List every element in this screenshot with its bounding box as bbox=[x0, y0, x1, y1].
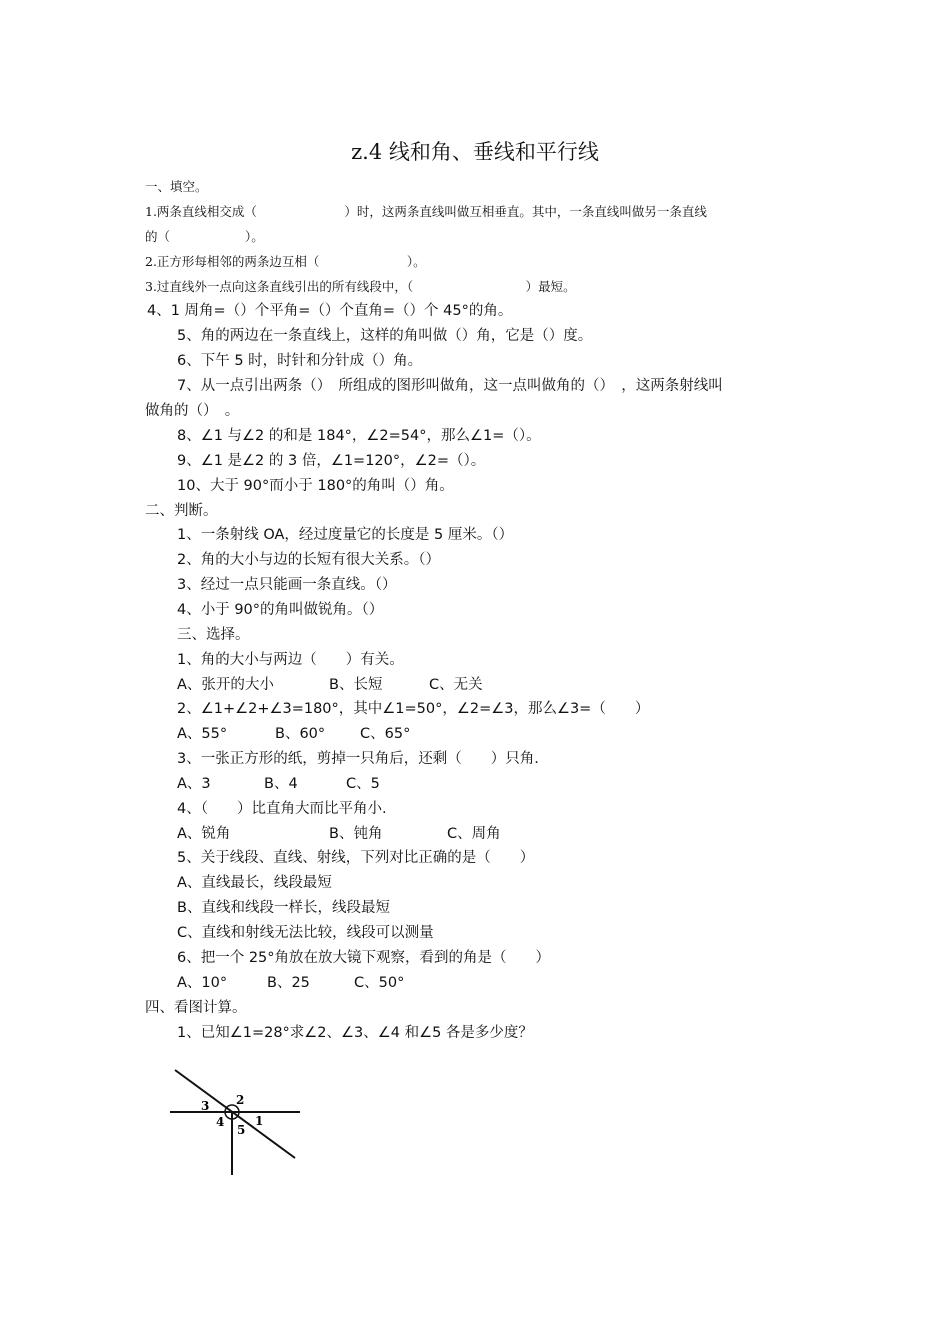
choice-question-2: 2、∠1+∠2+∠3=180°，其中∠1=50°，∠2=∠3，那么∠3=（ ） bbox=[177, 701, 650, 717]
option-b: B、钝角 bbox=[329, 826, 383, 842]
option-b: B、长短 bbox=[329, 677, 383, 693]
choice-option-5a: A、直线最长，线段最短 bbox=[177, 875, 332, 891]
choice-question-5: 5、关于线段、直线、射线，下列对比正确的是（ ） bbox=[177, 850, 535, 866]
option-c: C、65° bbox=[360, 726, 411, 742]
option-a: A、张开的大小 bbox=[177, 677, 274, 693]
choice-options-4 bbox=[177, 824, 577, 844]
section1-heading: 一、填空。 bbox=[145, 179, 208, 194]
judge-question-2: 2、角的大小与边的长短有很大关系。（） bbox=[177, 552, 440, 568]
fill-question-7b: 做角的（） 。 bbox=[145, 403, 240, 419]
judge-question-4: 4、小于 90°的角叫做锐角。（） bbox=[177, 602, 384, 618]
fill-question-10: 10、大于 90°而小于 180°的角叫（）角。 bbox=[177, 478, 454, 494]
section2-heading: 二、判断。 bbox=[145, 503, 218, 519]
choice-question-1: 1、角的大小与两边（ ）有关。 bbox=[177, 652, 404, 668]
angle-arc-left bbox=[225, 1112, 232, 1119]
choice-options-3 bbox=[177, 774, 577, 794]
angle-figure bbox=[165, 1065, 305, 1177]
fill-question-3: 3.过直线外一点向这条直线引出的所有线段中，（ ）最短。 bbox=[145, 279, 576, 294]
angle-label-5: 5 bbox=[237, 1123, 246, 1137]
choice-question-3: 3、一张正方形的纸，剪掉一只角后，还剩（ ）只角. bbox=[177, 751, 539, 767]
fill-question-5: 5、角的两边在一条直线上，这样的角叫做（）角，它是（）度。 bbox=[177, 328, 593, 344]
fill-question-1a: 1.两条直线相交成（ ）时，这两条直线叫做互相垂直。其中，一条直线叫做另一条直线 bbox=[145, 204, 707, 219]
choice-question-4: 4、（ ）比直角大而比平角小. bbox=[177, 801, 387, 817]
fill-question-9: 9、∠1 是∠2 的 3 倍，∠1=120°，∠2=（）。 bbox=[177, 453, 486, 469]
option-b: B、60° bbox=[275, 726, 326, 742]
calc-question-1: 1、已知∠1=28°求∠2、∠3、∠4 和∠5 各是多少度？ bbox=[177, 1025, 533, 1041]
judge-question-3: 3、经过一点只能画一条直线。（） bbox=[177, 577, 397, 593]
angle-label-2: 2 bbox=[236, 1093, 245, 1107]
choice-option-5c: C、直线和射线无法比较，线段可以测量 bbox=[177, 925, 434, 941]
choice-option-5b: B、直线和线段一样长，线段最短 bbox=[177, 900, 390, 916]
page-title: z.4 线和角、垂线和平行线 bbox=[351, 140, 599, 164]
option-a: A、锐角 bbox=[177, 826, 231, 842]
fill-question-7a: 7、从一点引出两条（） 所组成的图形叫做角，这一点叫做角的（） ，这两条射线叫 bbox=[177, 378, 723, 394]
option-c: C、5 bbox=[346, 776, 380, 792]
option-a: A、3 bbox=[177, 776, 211, 792]
fill-question-8: 8、∠1 与∠2 的和是 184°，∠2=54°，那么∠1=（）。 bbox=[177, 428, 541, 444]
fill-question-2: 2.正方形每相邻的两条边互相（ ）。 bbox=[145, 254, 426, 269]
angle-label-3: 3 bbox=[201, 1099, 210, 1113]
option-b: B、4 bbox=[264, 776, 298, 792]
section3-heading: 三、选择。 bbox=[177, 627, 250, 643]
option-a: A、55° bbox=[177, 726, 228, 742]
choice-question-6: 6、把一个 25°角放在放大镜下观察，看到的角是（ ） bbox=[177, 950, 551, 966]
judge-question-1: 1、一条射线 OA，经过度量它的长度是 5 厘米。（） bbox=[177, 527, 514, 543]
option-c: C、50° bbox=[354, 975, 405, 991]
section4-heading: 四、看图计算。 bbox=[145, 1000, 247, 1016]
option-a: A、10° bbox=[177, 975, 228, 991]
diagonal-line bbox=[175, 1070, 295, 1158]
fill-question-1b: 的（ ）。 bbox=[145, 229, 264, 244]
angle-label-4: 4 bbox=[216, 1115, 225, 1129]
choice-options-1 bbox=[177, 675, 577, 695]
choice-options-2 bbox=[177, 724, 577, 744]
option-b: B、25 bbox=[267, 975, 310, 991]
option-c: C、无关 bbox=[429, 677, 483, 693]
angle-label-1: 1 bbox=[255, 1114, 264, 1128]
fill-question-4: 4、1 周角=（）个平角=（）个直角=（）个 45°的角。 bbox=[147, 303, 513, 319]
option-c: C、周角 bbox=[447, 826, 501, 842]
choice-options-6 bbox=[177, 973, 577, 993]
fill-question-6: 6、下午 5 时，时针和分针成（）角。 bbox=[177, 353, 423, 369]
